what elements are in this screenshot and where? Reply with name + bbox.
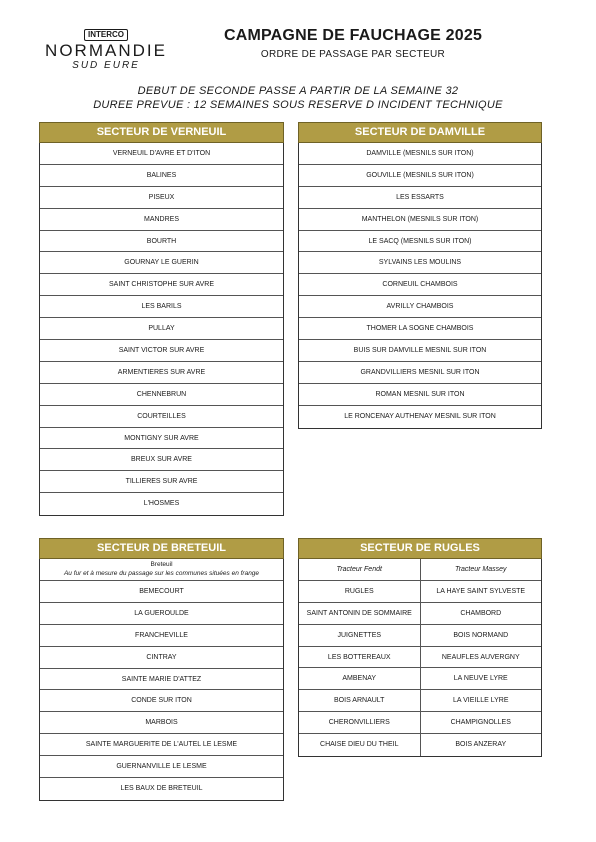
commune-row: MANDRES [40,209,283,231]
commune-row: CONDE SUR ITON [40,690,283,712]
commune-cell: BOIS NORMAND [453,631,509,639]
commune-row: LE SACQ (MESNILS SUR ITON) [299,231,541,253]
commune-cell: CHAMPIGNOLLES [450,719,511,727]
notice-start: DEBUT DE SECONDE PASSE A PARTIR DE LA SEMAINE 32 [137,85,459,97]
column-header-fendt: Tracteur Fendt [299,559,421,580]
commune-cell: CHAMBORD [460,609,502,617]
commune-row: LE RONCENAY AUTHENAY MESNIL SUR ITON [344,412,496,420]
commune-row: BOURTH [40,231,283,253]
logo-interco: INTERCO [84,29,128,41]
commune-row: CORNEUIL CHAMBOIS [299,274,541,296]
panel-verneuil [39,122,284,516]
table-row [299,647,541,669]
commune-row: CINTRAY [40,647,283,669]
table-row [299,734,541,756]
logo-main: NORMANDIE [45,41,167,60]
commune-row: AVRILLY CHAMBOIS [299,296,541,318]
commune-cell: LA NEUVE LYRE [453,675,508,683]
commune-row: SAINTE MARGUERITE DE L'AUTEL LE LESME [40,734,283,756]
panel-title: SECTEUR DE DAMVILLE [298,122,542,143]
commune-row: VERNEUIL D'AVRE ET D'ITON [40,143,283,165]
commune-row: THOMER LA SOGNE CHAMBOIS [299,318,541,340]
commune-row: MONTIGNY SUR AVRE [40,428,283,450]
commune-row: LES BARILS [40,296,283,318]
commune-row: ARMENTIERES SUR AVRE [40,362,283,384]
commune-row: MARBOIS [40,712,283,734]
panel-title: SECTEUR DE RUGLES [298,538,542,559]
note-text: Au fur et à mesure du passage sur les communes situées en frange [63,569,260,577]
tractor-header-row [299,559,541,581]
commune-row: GRANDVILLIERS MESNIL SUR ITON [299,362,541,384]
commune-cell: LES BOTTEREAUX [299,647,421,668]
commune-cell: BOIS ARNAULT [299,690,421,711]
breteuil-note [40,559,283,581]
commune-row: SAINTE MARIE D'ATTEZ [40,669,283,691]
commune-row: COURTEILLES [40,406,283,428]
note-town: Breteuil [150,561,173,568]
commune-cell: BOIS ANZERAY [455,741,507,749]
commune-row: PULLAY [40,318,283,340]
panel-title: SECTEUR DE BRETEUIL [39,538,284,559]
panel-rugles [298,538,542,757]
table-row [299,603,541,625]
commune-cell: JUIGNETTES [299,625,421,646]
commune-cell: CHAISE DIEU DU THEIL [299,734,421,756]
commune-row: SAINT CHRISTOPHE SUR AVRE [40,274,283,296]
notice-duration: DUREE PREVUE : 12 SEMAINES SOUS RESERVE D INCIDENT TECHNIQUE [93,99,503,111]
commune-row: LES BAUX DE BRETEUIL [120,785,203,793]
commune-row: SYLVAINS LES MOULINS [299,252,541,274]
table-row [299,625,541,647]
commune-cell: LA HAYE SAINT SYLVESTE [436,587,526,595]
commune-row: DAMVILLE (MESNILS SUR ITON) [299,143,541,165]
logo [44,24,168,71]
page-subtitle: ORDRE DE PASSAGE PAR SECTEUR [260,49,446,60]
commune-row: TILLIERES SUR AVRE [40,471,283,493]
commune-row: PISEUX [40,187,283,209]
table-row [299,668,541,690]
table-row [299,690,541,712]
panel-title: SECTEUR DE VERNEUIL [39,122,284,143]
panel-breteuil [39,538,284,801]
commune-row: MANTHELON (MESNILS SUR ITON) [299,209,541,231]
commune-list [39,143,284,516]
table-row [299,712,541,734]
commune-table [298,559,542,757]
commune-cell: SAINT ANTONIN DE SOMMAIRE [299,603,421,624]
page-title: CAMPAGNE DE FAUCHAGE 2025 [223,27,483,44]
commune-row: L'HOSMES [143,500,180,508]
commune-cell: NEAUFLES AUVERGNY [441,653,520,661]
panel-damville [298,122,542,429]
commune-row: GUERNANVILLE LE LESME [40,756,283,778]
commune-row: LA GUEROULDE [40,603,283,625]
commune-list [39,559,284,801]
commune-cell: LA VIEILLE LYRE [452,697,509,705]
commune-cell: AMBENAY [299,668,421,689]
commune-row: BREUX SUR AVRE [40,449,283,471]
logo-sub: SUD EURE [72,60,140,71]
commune-row: BALINES [40,165,283,187]
commune-cell: CHERONVILLIERS [299,712,421,733]
commune-row: FRANCHEVILLE [40,625,283,647]
commune-row: BUIS SUR DAMVILLE MESNIL SUR ITON [299,340,541,362]
commune-row: LES ESSARTS [299,187,541,209]
column-header-massey: Tracteur Massey [454,566,507,573]
commune-row: GOUVILLE (MESNILS SUR ITON) [299,165,541,187]
table-row [299,581,541,603]
commune-row: GOURNAY LE GUERIN [40,252,283,274]
commune-row: BEMECOURT [40,581,283,603]
commune-row: ROMAN MESNIL SUR ITON [299,384,541,406]
commune-list [298,143,542,429]
commune-row: SAINT VICTOR SUR AVRE [40,340,283,362]
commune-cell: RUGLES [299,581,421,602]
commune-row: CHENNEBRUN [40,384,283,406]
